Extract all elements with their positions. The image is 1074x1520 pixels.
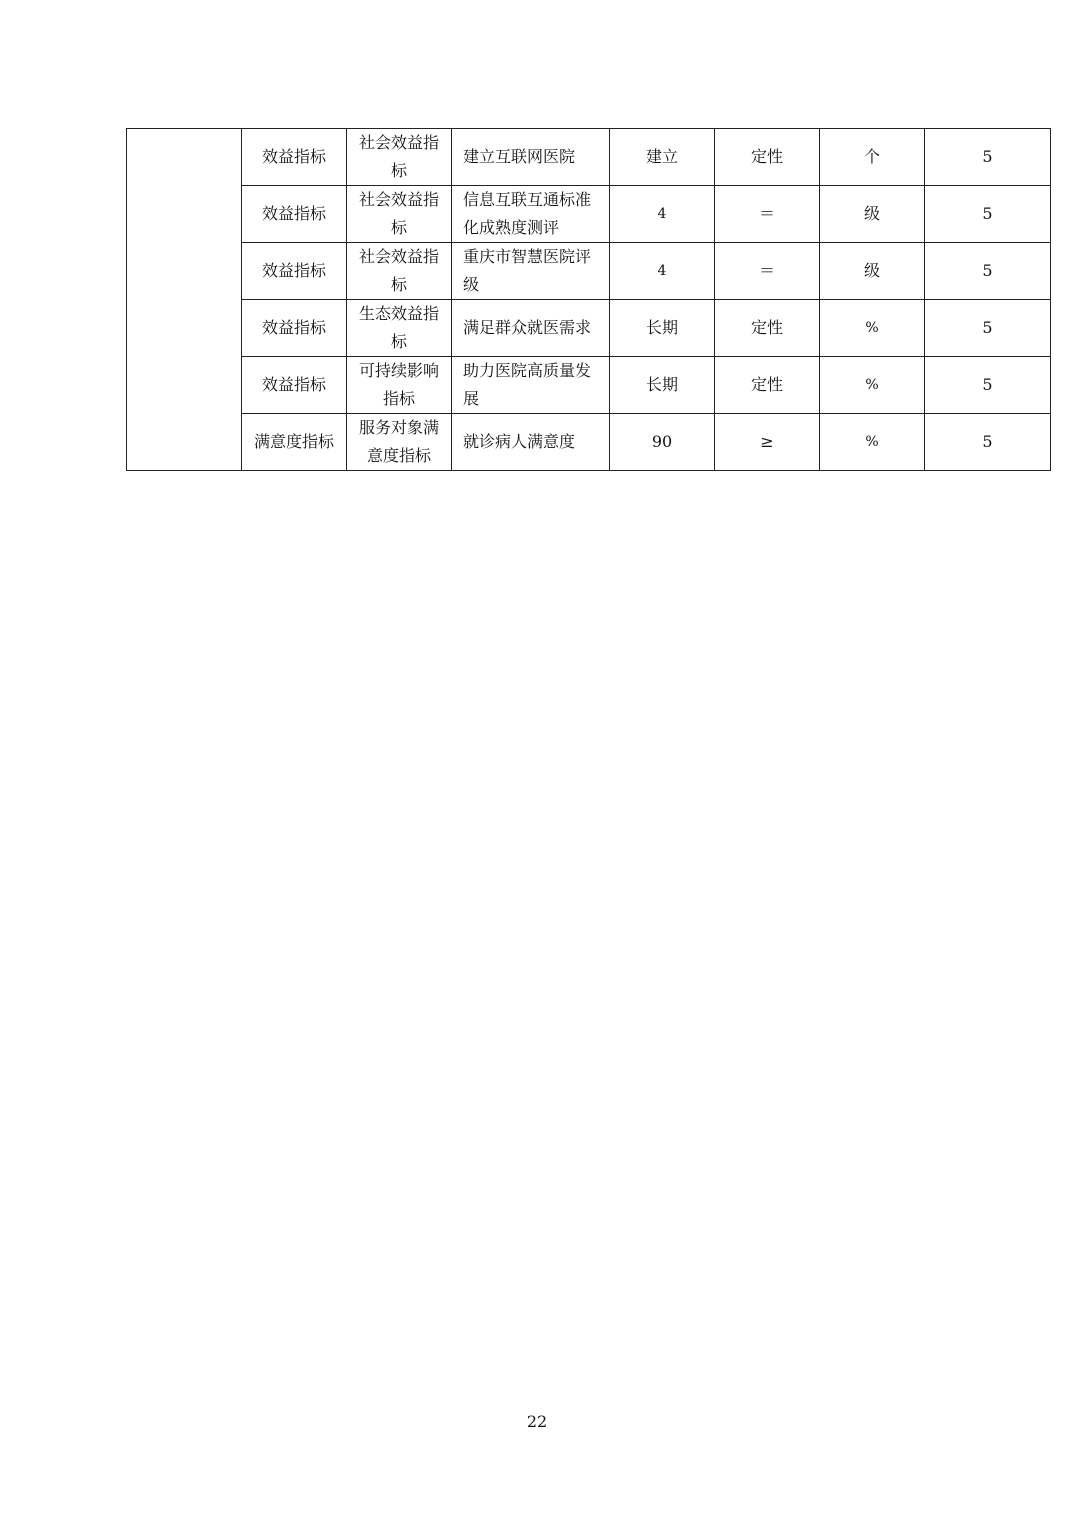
level2-indicator-cell: 社会效益指标 [347, 243, 452, 300]
operator-cell: ＝ [715, 186, 820, 243]
table-row [127, 243, 1051, 300]
target-value-cell: 4 [610, 243, 715, 300]
level2-indicator-cell: 社会效益指标 [347, 129, 452, 186]
operator-cell: 定性 [715, 357, 820, 414]
level2-indicator-cell: 社会效益指标 [347, 186, 452, 243]
table-row [127, 186, 1051, 243]
level2-indicator-cell: 可持续影响指标 [347, 357, 452, 414]
operator-cell: 定性 [715, 129, 820, 186]
indicator-name-cell: 重庆市智慧医院评级 [452, 243, 610, 300]
level1-indicator-cell: 效益指标 [242, 129, 347, 186]
target-value-cell: 长期 [610, 300, 715, 357]
indicator-name-cell: 建立互联网医院 [452, 129, 610, 186]
unit-cell: 个 [820, 129, 925, 186]
score-cell: 5 [925, 243, 1051, 300]
unit-cell: 级 [820, 243, 925, 300]
target-value-cell: 长期 [610, 357, 715, 414]
level2-indicator-cell: 服务对象满意度指标 [347, 414, 452, 471]
score-cell: 5 [925, 186, 1051, 243]
unit-cell: % [820, 414, 925, 471]
target-value-cell: 建立 [610, 129, 715, 186]
score-cell: 5 [925, 414, 1051, 471]
unit-cell: 级 [820, 186, 925, 243]
level1-indicator-cell: 效益指标 [242, 243, 347, 300]
score-cell: 5 [925, 357, 1051, 414]
table-row [127, 357, 1051, 414]
level1-indicator-cell: 满意度指标 [242, 414, 347, 471]
merged-category-cell [127, 129, 242, 471]
table-row [127, 129, 1051, 186]
target-value-cell: 4 [610, 186, 715, 243]
table-row [127, 414, 1051, 471]
table-row [127, 300, 1051, 357]
operator-cell: ＝ [715, 243, 820, 300]
performance-indicator-table [126, 128, 1051, 471]
level1-indicator-cell: 效益指标 [242, 357, 347, 414]
target-value-cell: 90 [610, 414, 715, 471]
indicator-name-cell: 就诊病人满意度 [452, 414, 610, 471]
page-number: 22 [526, 1412, 548, 1431]
score-cell: 5 [925, 300, 1051, 357]
level2-indicator-cell: 生态效益指标 [347, 300, 452, 357]
indicator-name-cell: 助力医院高质量发展 [452, 357, 610, 414]
unit-cell: % [820, 300, 925, 357]
indicator-name-cell: 满足群众就医需求 [452, 300, 610, 357]
level1-indicator-cell: 效益指标 [242, 186, 347, 243]
operator-cell: 定性 [715, 300, 820, 357]
indicator-name-cell: 信息互联互通标准化成熟度测评 [452, 186, 610, 243]
score-cell: 5 [925, 129, 1051, 186]
operator-cell: ≥ [715, 414, 820, 471]
unit-cell: % [820, 357, 925, 414]
level1-indicator-cell: 效益指标 [242, 300, 347, 357]
